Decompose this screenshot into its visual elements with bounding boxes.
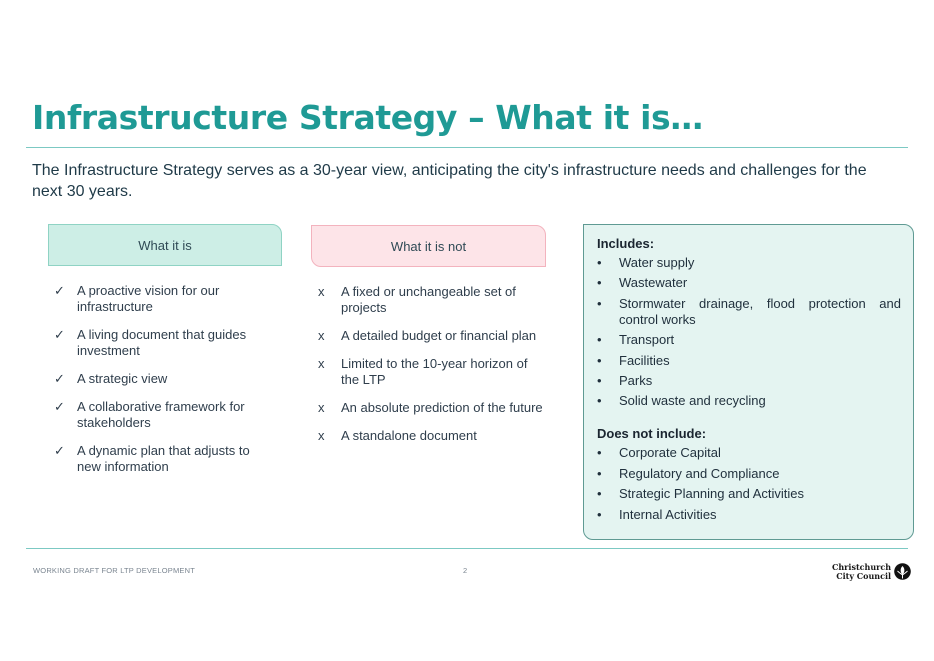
- bullet-icon: •: [597, 332, 602, 348]
- list-item: [318, 400, 548, 416]
- scope-box: [583, 224, 914, 540]
- list-item: [54, 443, 264, 475]
- page-number: 2: [463, 566, 468, 575]
- title-divider: [26, 147, 908, 148]
- bullet-icon: •: [597, 352, 602, 368]
- list-item-text: A standalone document: [341, 428, 477, 443]
- logo-line-2: City Council: [836, 570, 892, 581]
- list-item: [54, 371, 264, 387]
- list-item: [597, 445, 901, 461]
- list-item-text: A strategic view: [77, 371, 168, 386]
- what-it-is-not-header: [311, 225, 546, 267]
- list-item-text: Solid waste and recycling: [619, 393, 766, 409]
- list-item: [318, 328, 548, 344]
- list-item-text: Facilities: [619, 352, 670, 368]
- logo-line-1: Christchurch: [832, 562, 892, 572]
- bullet-icon: •: [597, 255, 602, 270]
- list-item: [318, 284, 548, 316]
- list-item: [318, 356, 548, 388]
- list-item: [597, 393, 901, 409]
- what-it-is-heading: What it is: [138, 237, 192, 253]
- list-item-text: A fixed or unchangeable set of projects: [341, 284, 516, 315]
- includes-list: [597, 255, 901, 409]
- bullet-icon: •: [597, 393, 602, 409]
- check-icon: ✓: [54, 371, 65, 386]
- check-icon: ✓: [54, 399, 65, 414]
- bullet-icon: •: [597, 275, 602, 291]
- list-item-text: A detailed budget or financial plan: [341, 328, 537, 343]
- cross-icon: x: [318, 328, 325, 343]
- page-subtitle: The Infrastructure Strategy serves as a 30-year view, anticipating the city's infrastructure needs and challenges for the next 30 years.: [32, 162, 867, 200]
- list-item-text: A collaborative framework for stakeholders: [77, 399, 245, 430]
- list-item: [54, 283, 264, 315]
- list-item: [318, 428, 548, 444]
- what-it-is-list: [54, 283, 264, 487]
- check-icon: ✓: [54, 327, 65, 342]
- list-item-text: Stormwater drainage, flood protection and control works: [619, 295, 901, 327]
- list-item: [597, 486, 901, 502]
- bullet-icon: •: [597, 486, 602, 502]
- cross-icon: x: [318, 284, 325, 299]
- includes-heading: Includes:: [597, 236, 655, 251]
- list-item: [597, 296, 901, 328]
- cross-icon: x: [318, 356, 325, 371]
- footer-divider: [26, 548, 908, 549]
- check-icon: ✓: [54, 283, 65, 298]
- excludes-heading: Does not include:: [597, 426, 707, 442]
- what-it-is-not-heading: What it is not: [390, 238, 467, 254]
- bullet-icon: •: [597, 295, 602, 311]
- list-item: [597, 373, 901, 389]
- bullet-icon: •: [597, 372, 602, 388]
- what-it-is-not-list: [318, 284, 548, 456]
- council-logo: [832, 563, 911, 580]
- list-item-text: Water supply: [619, 255, 695, 270]
- list-item: [54, 327, 264, 359]
- list-item-text: Internal Activities: [619, 506, 717, 522]
- logo-wordmark: [832, 563, 891, 580]
- list-item: [597, 466, 901, 482]
- footer-draft-label: WORKING DRAFT FOR LTP DEVELOPMENT: [33, 566, 196, 575]
- page-title: Infrastructure Strategy – What it is…: [32, 98, 703, 137]
- what-it-is-header: [48, 224, 282, 266]
- list-item: [597, 507, 901, 523]
- list-item-text: A living document that guides investment: [77, 327, 247, 358]
- list-item-text: Limited to the 10-year horizon of the LTP: [341, 356, 528, 387]
- list-item: [597, 332, 901, 348]
- bullet-icon: •: [597, 465, 602, 481]
- leaf-emblem-icon: [894, 563, 911, 580]
- bullet-icon: •: [597, 506, 602, 522]
- list-item-text: Transport: [619, 332, 675, 348]
- list-item-text: An absolute prediction of the future: [341, 400, 543, 415]
- list-item-text: A proactive vision for our infrastructure: [77, 283, 220, 314]
- list-item: [597, 255, 901, 271]
- cross-icon: x: [318, 428, 325, 443]
- list-item-text: Corporate Capital: [619, 445, 721, 461]
- check-icon: ✓: [54, 443, 65, 458]
- list-item-text: Regulatory and Compliance: [619, 465, 780, 481]
- list-item: [597, 353, 901, 369]
- list-item-text: Strategic Planning and Activities: [619, 486, 804, 502]
- list-item-text: Parks: [619, 372, 653, 388]
- list-item-text: Wastewater: [619, 275, 688, 291]
- cross-icon: x: [318, 400, 325, 415]
- list-item: [597, 275, 901, 291]
- excludes-list: [597, 445, 901, 522]
- list-item-text: A dynamic plan that adjusts to new information: [77, 443, 250, 474]
- bullet-icon: •: [597, 445, 602, 461]
- list-item: [54, 399, 264, 431]
